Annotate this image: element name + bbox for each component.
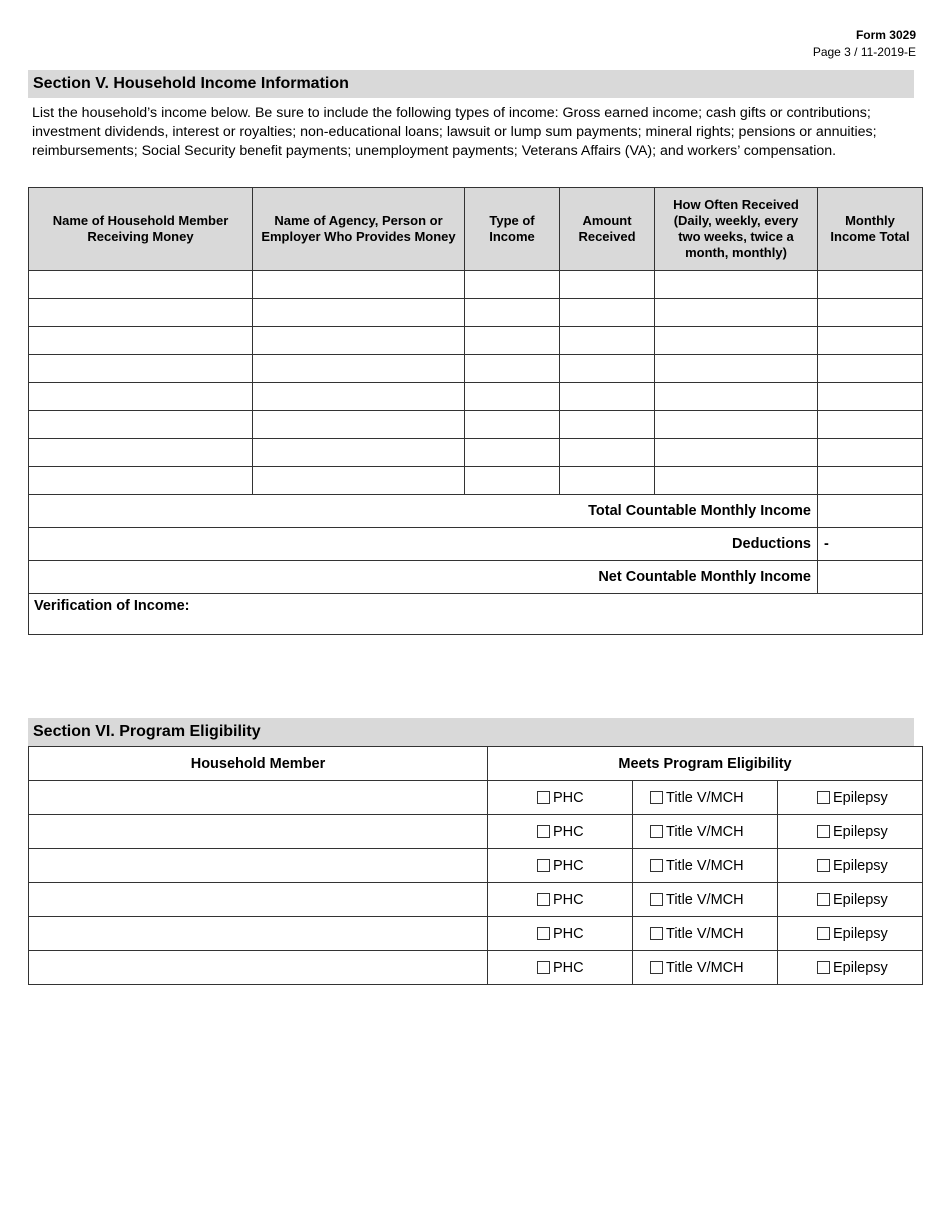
col-amount-received: Amount Received <box>560 188 655 271</box>
monthly-total-field[interactable] <box>818 271 923 299</box>
col-monthly-total: Monthly Income Total <box>818 188 923 271</box>
member-name-field[interactable] <box>29 439 253 467</box>
form-header <box>813 28 916 59</box>
member-name-field[interactable] <box>29 411 253 439</box>
verification-row <box>29 594 923 635</box>
col-agency-name: Name of Agency, Person or Employer Who Provides Money <box>253 188 465 271</box>
frequency-field[interactable] <box>655 439 818 467</box>
household-member-field[interactable] <box>29 951 488 985</box>
income-row <box>29 299 923 327</box>
verification-field[interactable] <box>29 594 923 635</box>
section-5-title: Section V. Household Income Information <box>28 70 914 98</box>
amount-field[interactable] <box>560 299 655 327</box>
monthly-total-field[interactable] <box>818 383 923 411</box>
member-name-field[interactable] <box>29 299 253 327</box>
title-v-mch-checkbox[interactable] <box>650 825 663 838</box>
phc-checkbox[interactable] <box>537 791 550 804</box>
title-v-mch-option <box>633 781 778 815</box>
income-type-field[interactable] <box>465 411 560 439</box>
monthly-total-field[interactable] <box>818 439 923 467</box>
amount-field[interactable] <box>560 327 655 355</box>
income-row <box>29 383 923 411</box>
agency-name-field[interactable] <box>253 271 465 299</box>
income-type-field[interactable] <box>465 299 560 327</box>
agency-name-field[interactable] <box>253 299 465 327</box>
eligibility-row <box>29 883 923 917</box>
epilepsy-checkbox[interactable] <box>817 961 830 974</box>
epilepsy-label: Epilepsy <box>833 959 888 976</box>
title-v-mch-label: Title V/MCH <box>666 925 744 942</box>
col-frequency: How Often Received (Daily, weekly, every two weeks, twice a month, monthly) <box>655 188 818 271</box>
member-name-field[interactable] <box>29 467 253 495</box>
section-6-title: Section VI. Program Eligibility <box>28 718 914 746</box>
phc-checkbox[interactable] <box>537 961 550 974</box>
household-member-field[interactable] <box>29 781 488 815</box>
phc-label: PHC <box>553 925 584 942</box>
title-v-mch-checkbox[interactable] <box>650 859 663 872</box>
epilepsy-checkbox[interactable] <box>817 859 830 872</box>
monthly-total-field[interactable] <box>818 327 923 355</box>
epilepsy-label: Epilepsy <box>833 857 888 874</box>
verification-label: Verification of Income: <box>34 598 190 614</box>
income-row <box>29 411 923 439</box>
deductions-field[interactable]: - <box>818 528 923 561</box>
income-type-field[interactable] <box>465 467 560 495</box>
member-name-field[interactable] <box>29 327 253 355</box>
phc-label: PHC <box>553 823 584 840</box>
frequency-field[interactable] <box>655 299 818 327</box>
title-v-mch-checkbox[interactable] <box>650 927 663 940</box>
phc-option <box>488 849 633 883</box>
eligibility-row <box>29 849 923 883</box>
agency-name-field[interactable] <box>253 411 465 439</box>
monthly-total-field[interactable] <box>818 467 923 495</box>
epilepsy-checkbox[interactable] <box>817 825 830 838</box>
eligibility-table <box>28 746 923 985</box>
title-v-mch-label: Title V/MCH <box>666 959 744 976</box>
income-type-field[interactable] <box>465 327 560 355</box>
income-row <box>29 355 923 383</box>
title-v-mch-option <box>633 917 778 951</box>
income-instructions: List the household’s income below. Be sure to include the following types of income: Gross earned income; cash gifts or contributions; investment dividends, interest or royalties; non-educational loans; lawsuit or lump sum payments; mineral rights; pensions or annuities; reimbursements; Social Security benefit payments; unemployment payments; Veterans Affairs (VA); and workers’ compensation. <box>32 105 877 159</box>
net-income-field[interactable] <box>818 561 923 594</box>
title-v-mch-label: Title V/MCH <box>666 857 744 874</box>
agency-name-field[interactable] <box>253 355 465 383</box>
col-household-member: Household Member <box>29 747 488 781</box>
frequency-field[interactable] <box>655 327 818 355</box>
eligibility-header-row <box>29 747 923 781</box>
title-v-mch-label: Title V/MCH <box>666 789 744 806</box>
frequency-field[interactable] <box>655 411 818 439</box>
phc-option <box>488 815 633 849</box>
deductions-label: Deductions <box>29 528 818 561</box>
epilepsy-option <box>778 917 923 951</box>
income-row <box>29 327 923 355</box>
eligibility-row <box>29 815 923 849</box>
phc-label: PHC <box>553 959 584 976</box>
title-v-mch-label: Title V/MCH <box>666 823 744 840</box>
title-v-mch-option <box>633 815 778 849</box>
frequency-field[interactable] <box>655 271 818 299</box>
epilepsy-label: Epilepsy <box>833 925 888 942</box>
phc-checkbox[interactable] <box>537 893 550 906</box>
agency-name-field[interactable] <box>253 327 465 355</box>
epilepsy-option <box>778 781 923 815</box>
amount-field[interactable] <box>560 411 655 439</box>
col-meets-eligibility: Meets Program Eligibility <box>488 747 923 781</box>
title-v-mch-label: Title V/MCH <box>666 891 744 908</box>
household-member-field[interactable] <box>29 849 488 883</box>
eligibility-row <box>29 951 923 985</box>
income-type-field[interactable] <box>465 439 560 467</box>
monthly-total-field[interactable] <box>818 411 923 439</box>
phc-label: PHC <box>553 789 584 806</box>
epilepsy-option <box>778 849 923 883</box>
monthly-total-field[interactable] <box>818 355 923 383</box>
income-row <box>29 271 923 299</box>
income-type-field[interactable] <box>465 355 560 383</box>
amount-field[interactable] <box>560 467 655 495</box>
epilepsy-label: Epilepsy <box>833 891 888 908</box>
title-v-mch-checkbox[interactable] <box>650 791 663 804</box>
income-header-row <box>29 188 923 271</box>
frequency-field[interactable] <box>655 355 818 383</box>
income-type-field[interactable] <box>465 383 560 411</box>
phc-option <box>488 883 633 917</box>
monthly-total-field[interactable] <box>818 299 923 327</box>
income-row <box>29 439 923 467</box>
agency-name-field[interactable] <box>253 383 465 411</box>
form-number: Form 3029 <box>855 28 916 42</box>
agency-name-field[interactable] <box>253 467 465 495</box>
epilepsy-label: Epilepsy <box>833 823 888 840</box>
eligibility-row <box>29 781 923 815</box>
household-member-field[interactable] <box>29 815 488 849</box>
phc-checkbox[interactable] <box>537 859 550 872</box>
phc-checkbox[interactable] <box>537 927 550 940</box>
eligibility-row <box>29 917 923 951</box>
title-v-mch-option <box>633 951 778 985</box>
title-v-mch-option <box>633 883 778 917</box>
epilepsy-checkbox[interactable] <box>817 893 830 906</box>
title-v-mch-checkbox[interactable] <box>650 893 663 906</box>
page-info: Page 3 / 11-2019-E <box>812 45 916 59</box>
phc-checkbox[interactable] <box>537 825 550 838</box>
phc-option <box>488 917 633 951</box>
amount-field[interactable] <box>560 271 655 299</box>
net-income-row <box>29 561 923 594</box>
epilepsy-checkbox[interactable] <box>817 791 830 804</box>
household-member-field[interactable] <box>29 883 488 917</box>
agency-name-field[interactable] <box>253 439 465 467</box>
deductions-row <box>29 528 923 561</box>
epilepsy-checkbox[interactable] <box>817 927 830 940</box>
col-income-type: Type of Income <box>465 188 560 271</box>
income-type-field[interactable] <box>465 271 560 299</box>
phc-label: PHC <box>553 857 584 874</box>
frequency-field[interactable] <box>655 383 818 411</box>
title-v-mch-option <box>633 849 778 883</box>
household-member-field[interactable] <box>29 917 488 951</box>
total-income-label: Total Countable Monthly Income <box>29 495 818 528</box>
phc-option <box>488 781 633 815</box>
epilepsy-option <box>778 951 923 985</box>
amount-field[interactable] <box>560 383 655 411</box>
total-income-row <box>29 495 923 528</box>
net-income-label: Net Countable Monthly Income <box>29 561 818 594</box>
col-member-name: Name of Household Member Receiving Money <box>29 188 253 271</box>
frequency-field[interactable] <box>655 467 818 495</box>
epilepsy-option <box>778 883 923 917</box>
amount-field[interactable] <box>560 439 655 467</box>
amount-field[interactable] <box>560 355 655 383</box>
member-name-field[interactable] <box>29 383 253 411</box>
total-income-field[interactable] <box>818 495 923 528</box>
epilepsy-option <box>778 815 923 849</box>
epilepsy-label: Epilepsy <box>833 789 888 806</box>
title-v-mch-checkbox[interactable] <box>650 961 663 974</box>
phc-label: PHC <box>553 891 584 908</box>
income-row <box>29 467 923 495</box>
member-name-field[interactable] <box>29 271 253 299</box>
member-name-field[interactable] <box>29 355 253 383</box>
phc-option <box>488 951 633 985</box>
income-table <box>28 187 923 635</box>
